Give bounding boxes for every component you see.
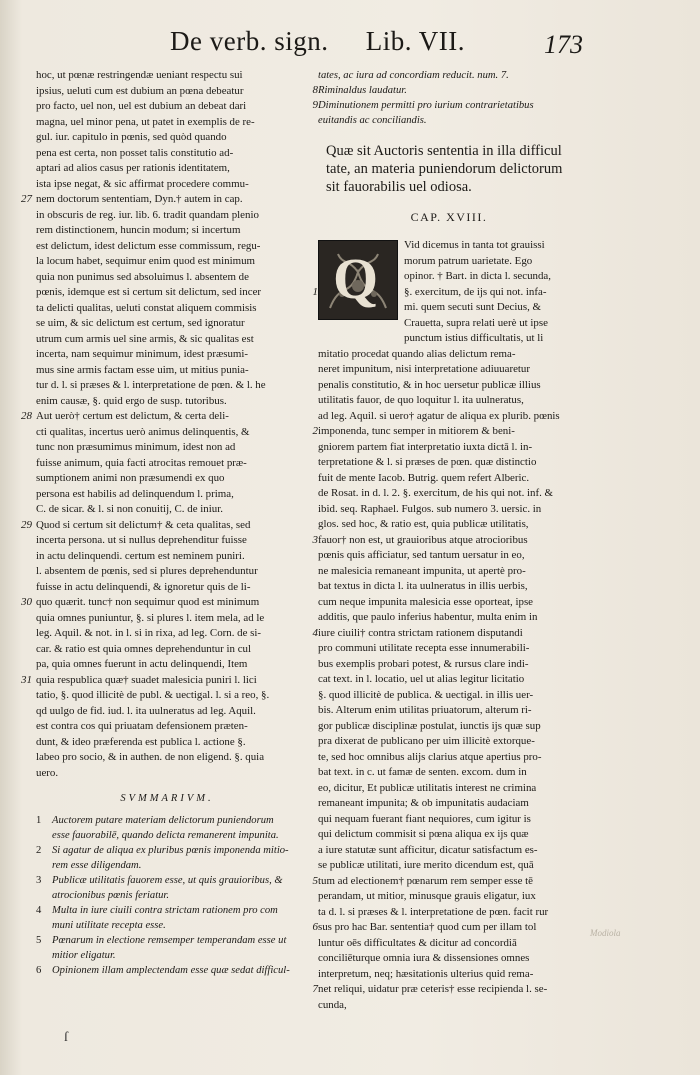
- text-line: [318, 455, 580, 471]
- summary-item: [36, 813, 298, 843]
- summary-text: Publicæ utilitatis fauorem esse, ut quis grauioribus, &: [52, 875, 283, 886]
- line-text: dunt, & ideo præferenda est publica l. actione §.: [36, 735, 246, 748]
- text-line: [318, 378, 580, 394]
- text-line: [21, 595, 298, 611]
- summary-item: [36, 843, 298, 873]
- text-line: [36, 564, 298, 580]
- text-line: [404, 269, 580, 285]
- text-line: [312, 285, 580, 301]
- line-text: sus pro hac Bar. sententia† quod cum per illam tol: [318, 921, 537, 933]
- text-line: [36, 611, 298, 627]
- text-line: [318, 579, 580, 595]
- line-text: interpretum, neq; hæsitationis ulterius quid rema-: [318, 967, 534, 980]
- margin-number: 28: [21, 410, 32, 422]
- line-text: additis, que paulo inferius habentur, multa enim in: [318, 611, 538, 623]
- summary-item: [36, 903, 298, 933]
- line-text: quo quærit. tunc† non sequimur quod est minimum: [36, 596, 260, 608]
- summary-text: esse fauorabilē, quando delicta remanerent impunita.: [52, 830, 279, 841]
- text-line: [404, 316, 580, 332]
- line-text: Diminutionem permitti pro iurium contrarietatibus: [318, 100, 534, 111]
- line-text: quia respublica quæ† suadet malesicia puniri l. lici: [36, 673, 257, 686]
- line-text: incerta persona. ut si nullus deprehenditur fuisse: [36, 534, 247, 546]
- text-line: [36, 456, 298, 472]
- question-heading: [318, 142, 580, 196]
- running-head-book: Lib. VII.: [365, 26, 465, 56]
- text-line: [318, 936, 580, 952]
- line-text: pena est certa, non posset talis constitutio ad-: [36, 146, 234, 159]
- question-line: Quæ sit Auctoris sententia in illa difficul: [326, 143, 562, 159]
- margin-number: 31: [21, 673, 32, 686]
- line-text: est delictum, idest delictum esse commissum, regu-: [36, 239, 261, 252]
- summary-text: Pœnarum in electione remsemper temperandam esse ut: [52, 935, 287, 946]
- line-text: sumptionem animi non præsumendi ex quo: [36, 472, 225, 484]
- text-line: [318, 843, 580, 859]
- summary-text: Opinionem illam amplectendam esse quæ sedat difficul-: [52, 965, 290, 976]
- text-line: [21, 518, 298, 534]
- line-text: bus exemplis probari potest, & rursus clare indi-: [318, 657, 529, 670]
- text-line: [36, 223, 298, 239]
- text-line: [36, 146, 298, 162]
- line-text: penalis constitutio, & in hoc uersetur publicæ illius: [318, 378, 541, 391]
- line-text: remaneant impunita; & ob impunitatis audaciam: [318, 797, 529, 809]
- line-text: ista ipse negat, & sic affirmat procedere commu-: [36, 177, 249, 190]
- text-line: [404, 254, 580, 270]
- line-text: la locum habet, sequimur enim quod est minimum: [36, 255, 255, 267]
- text-line: [318, 548, 580, 564]
- line-text: se uim, & sic delictum est certum, sed ignoratur: [36, 317, 245, 329]
- line-text: mitatio procedat quando alias delictum rema-: [318, 347, 516, 360]
- text-line: [318, 641, 580, 657]
- summary-text: Multa in iure ciuili contra strictam rationem pro com: [52, 905, 278, 916]
- line-text: tates, ac iura ad concordiam reducit. num. 7.: [318, 70, 509, 81]
- text-line: [36, 115, 298, 131]
- text-line: [404, 300, 580, 316]
- line-text: morum patrum uarietate. Ego: [404, 254, 533, 267]
- line-text: rem distinctionem, huncin modum; si incertum: [36, 224, 241, 236]
- line-text: imponenda, tunc semper in mitiorem & beni-: [318, 425, 515, 437]
- text-line: [36, 657, 298, 673]
- text-line: [318, 967, 580, 983]
- line-text: te, sed hoc omnibus alijs clarius atque apertius pro-: [318, 750, 542, 763]
- text-line: [318, 362, 580, 378]
- summary-list: [36, 813, 298, 978]
- margin-number: 27: [21, 193, 32, 205]
- text-line: [404, 238, 580, 254]
- margin-number: 9: [312, 99, 318, 111]
- text-line: [318, 812, 580, 828]
- left-column-text: [21, 68, 298, 781]
- text-line: [36, 719, 298, 735]
- summary-line: [318, 113, 580, 128]
- summary-number: 2: [36, 845, 42, 856]
- initial-letter: Q: [333, 246, 379, 311]
- margin-number: 4: [312, 626, 318, 639]
- text-line: [312, 982, 580, 998]
- summary-text: Si agatur de aliqua ex pluribus pœnis imponenda mitio-: [52, 845, 289, 856]
- summary-number: 4: [36, 905, 42, 916]
- text-line: [318, 610, 580, 626]
- line-text: tum ad electionem† pœnarum rem semper esse tē: [318, 874, 534, 887]
- summary-item: [36, 963, 298, 978]
- summary-number: 3: [36, 875, 42, 886]
- text-line: [318, 734, 580, 750]
- text-line: [312, 424, 580, 440]
- text-line: [36, 177, 298, 193]
- margin-mark: ſ: [64, 1030, 68, 1045]
- text-line: [318, 502, 580, 518]
- text-line: [36, 626, 298, 642]
- line-text: C. de sicar. & l. si non conuitij, C. de iniur.: [36, 503, 223, 515]
- text-line: [312, 533, 580, 549]
- line-text: conciliēturque omnia iura & dissensiones omnes: [318, 952, 530, 964]
- summary-text: Auctorem putare materiam delictorum puniendorum: [52, 815, 274, 826]
- margin-number: 7: [312, 983, 318, 995]
- text-line: [36, 84, 298, 100]
- text-line: [36, 161, 298, 177]
- margin-number: 5: [312, 874, 318, 887]
- line-text: Quod si certum sit delictum† & ceta qualitas, sed: [36, 518, 251, 531]
- line-text: bis. Alterum enim utilitas priuatorum, alterum ri-: [318, 704, 532, 716]
- text-line: [36, 766, 298, 782]
- line-text: nem doctorum sententiam, Dyn.† autem in cap.: [36, 193, 243, 205]
- line-text: Aut uerò† certum est delictum, & certa deli-: [36, 410, 229, 422]
- text-line: [36, 642, 298, 658]
- summary-line: [312, 98, 580, 113]
- text-line: [318, 672, 580, 688]
- line-text: car. & ratio est quia omnes deprehenduntur in cul: [36, 642, 252, 655]
- line-text: qd uulgo de fid. iud. l. ita uulneratus ad leg. Aquil.: [36, 704, 256, 717]
- text-line: [36, 533, 298, 549]
- line-text: mus sine armis factam esse uim, ut mitius punia-: [36, 363, 249, 376]
- line-text: Crauetta, supra relati uerè ut ipse: [404, 316, 548, 329]
- line-text: tunc non præsumimus minimum, idest non ad: [36, 441, 236, 453]
- show-through-text: Modiola: [590, 928, 621, 938]
- text-line: [21, 192, 298, 208]
- summary-text: mitior eligatur.: [52, 950, 116, 961]
- text-line: [21, 673, 298, 689]
- line-text: perandam, ut mitior, minusque grauis eligatur, iux: [318, 890, 536, 902]
- text-line: [36, 68, 298, 84]
- line-text: pa, quia omnes fuerunt in actu delinquendi, Item: [36, 658, 248, 670]
- text-line: [318, 765, 580, 781]
- text-line: [318, 703, 580, 719]
- line-text: tatio, §. quod illicitè de publ. & uectigal. l. si a reo, §.: [36, 689, 270, 701]
- line-text: incerta, nam sequimur minimum, idest præsumi-: [36, 348, 249, 360]
- line-text: ne malesicia remaneant impunita, ut apertè pro-: [318, 564, 526, 577]
- text-line: [318, 688, 580, 704]
- text-line: [36, 363, 298, 379]
- text-line: [36, 502, 298, 518]
- chapter-body-text: [312, 347, 580, 1014]
- margin-number: 1: [312, 285, 318, 298]
- line-text: ta delicti qualitas, ueluti constat aliquem commisis: [36, 301, 257, 314]
- line-text: qui delictum commisit si pœna aliqua ex ijs quæ: [318, 828, 529, 840]
- line-text: aptari ad alios casus per rationis identitatem,: [36, 162, 230, 174]
- text-line: [36, 735, 298, 751]
- line-text: gniorem partem fiat interpretatio iuxta dictā l. in-: [318, 440, 533, 453]
- line-text: fuit de mente Iacob. Butrig. quem refert Alberic.: [318, 471, 530, 484]
- running-head: [170, 26, 600, 57]
- margin-number: 30: [21, 596, 32, 608]
- line-text: in actu delinquendi. certum est neminem puniri.: [36, 549, 245, 562]
- text-line: [21, 409, 298, 425]
- summary-continuation: [312, 68, 580, 128]
- line-text: fauor† non est, ut grauioribus atque atrocioribus: [318, 533, 528, 546]
- summary-number: 6: [36, 965, 42, 976]
- text-line: [36, 580, 298, 596]
- text-line: [36, 704, 298, 720]
- summary-item: [36, 873, 298, 903]
- running-head-title: De verb. sign.: [170, 26, 329, 56]
- text-line: [36, 316, 298, 332]
- text-line: [36, 208, 298, 224]
- line-text: luntur oēs difficultates & dicitur ad concordiā: [318, 936, 517, 949]
- left-column: [21, 68, 298, 978]
- text-line: [318, 951, 580, 967]
- text-line: [36, 270, 298, 286]
- text-line: [318, 486, 580, 502]
- margin-number: 8: [312, 84, 318, 96]
- line-text: net reliqui, uidatur præ ceteris† esse recipienda l. se-: [318, 983, 548, 995]
- line-text: a iure statutæ sunt afficitur, dicatur satisfactum es-: [318, 843, 538, 856]
- text-line: [318, 657, 580, 673]
- summary-number: 5: [36, 935, 42, 946]
- line-text: l. absentem de pœnis, sed si plures deprehenduntur: [36, 565, 258, 577]
- text-line: [404, 331, 580, 347]
- line-text: pro facto, uel non, uel est dubium an debeat dari: [36, 100, 247, 112]
- right-column: [312, 68, 580, 1013]
- line-text: §. exercitum, de ijs qui not. infa-: [404, 285, 547, 298]
- text-line: [36, 130, 298, 146]
- line-text: ta d. l. si præses & l. interpretatione de pœn. facit rur: [318, 905, 549, 918]
- summary-line: [312, 83, 580, 98]
- text-line: [318, 440, 580, 456]
- text-line: [318, 889, 580, 905]
- text-line: [312, 874, 580, 890]
- line-text: cunda,: [318, 998, 347, 1011]
- text-line: [36, 750, 298, 766]
- text-line: [312, 626, 580, 642]
- line-text: labeo pro socio, & in authen. de non eligend. §. quia: [36, 751, 265, 763]
- line-text: pra dixerat de publicano per uim illicitè extorque-: [318, 735, 535, 747]
- text-line: [318, 796, 580, 812]
- line-text: §. quod illicitè de publica. & uectigal. in illis uer-: [318, 688, 534, 701]
- text-line: [36, 332, 298, 348]
- text-line: [36, 285, 298, 301]
- line-text: qui nequam fuerant fiant nequiores, cum igitur is: [318, 812, 531, 825]
- line-text: punctum istius difficultatis, ut li: [404, 332, 544, 344]
- summary-text: rem esse diligendam.: [52, 860, 142, 871]
- line-text: in obscuris de reg. iur. lib. 6. tradit quandam plenio: [36, 208, 259, 221]
- text-line: [318, 517, 580, 533]
- text-line: [318, 393, 580, 409]
- question-line: tate, an materia puniendorum delictorum: [326, 161, 563, 177]
- page-number: 173: [544, 30, 583, 59]
- line-text: Vid dicemus in tanta tot grauissi: [404, 239, 545, 251]
- text-line: [36, 301, 298, 317]
- line-text: eo, dicitur, Et publicæ utilitatis interest ne crimina: [318, 781, 537, 794]
- margin-number: 2: [312, 425, 318, 437]
- margin-number: 6: [312, 921, 318, 933]
- line-text: cat text. in l. locatio, uel ut alias legitur licitatio: [318, 673, 525, 685]
- line-text: leg. Aquil. & not. in l. si in rixa, ad leg. Corn. de si-: [36, 627, 262, 639]
- text-line: [36, 347, 298, 363]
- line-text: gor publicæ disciplinæ postulat, iunctis ijs quæ sup: [318, 719, 541, 732]
- summary-text: atrocionibus pœnis feriatur.: [52, 890, 170, 901]
- line-text: ibid. seq. Raphael. Fulgos. sub numero 3. uersic. in: [318, 502, 542, 515]
- text-line: [36, 99, 298, 115]
- summary-line: [318, 68, 580, 83]
- text-line: [36, 239, 298, 255]
- line-text: magna, uel minor pena, ut patet in exemplis de re-: [36, 115, 255, 128]
- line-text: Riminaldus laudatur.: [318, 85, 407, 96]
- line-text: pro communi utilitate recepta esse innumerabili-: [318, 642, 530, 654]
- text-line: [36, 440, 298, 456]
- text-line: [36, 425, 298, 441]
- line-text: quia non punimus sed absoluimus l. absentem de: [36, 270, 249, 283]
- line-text: neret impunitum, nisi interpretatione adiuuaretur: [318, 363, 531, 375]
- line-text: cti qualitas, incertus uerò animus delinquentis, &: [36, 425, 250, 438]
- line-text: quia omnes puniuntur, §. si plures l. item mela, ad le: [36, 611, 265, 624]
- text-line: [36, 471, 298, 487]
- text-line: [318, 564, 580, 580]
- line-text: gul. iur. capitulo in pœnis, sed quòd quando: [36, 131, 227, 143]
- text-line: [36, 378, 298, 394]
- line-text: uero.: [36, 766, 59, 779]
- text-line: [318, 998, 580, 1014]
- summary-number: 1: [36, 815, 42, 826]
- line-text: enim causæ, §. quid ergo de susp. tutoribus.: [36, 394, 227, 407]
- text-line: [318, 827, 580, 843]
- decorated-initial-icon: [318, 240, 398, 320]
- margin-number: 29: [21, 518, 32, 531]
- summary-heading: SVMMARIVM.: [120, 793, 214, 804]
- line-text: glos. sed hoc, & ratio est, quia publicæ utilitatis,: [318, 518, 529, 530]
- text-line: [318, 858, 580, 874]
- line-text: terpretatione & l. si præses de pœn. quæ distinctio: [318, 456, 537, 468]
- line-text: pœnis quis afficiatur, sed tantum uersatur in eo,: [318, 549, 525, 561]
- text-line: [36, 254, 298, 270]
- line-text: iure ciuili† contra strictam rationem disputandi: [318, 626, 523, 639]
- text-line: [36, 487, 298, 503]
- line-text: ad leg. Aquil. si uero† agatur de aliqua ex plurib. pœnis: [318, 409, 560, 422]
- text-line: [318, 905, 580, 921]
- line-text: mi. quem secuti sunt Decius, &: [404, 301, 542, 313]
- chapter-heading: CAP. XVIII.: [410, 210, 488, 224]
- line-text: fuisse animum, quia facti atrocitas remouet præ-: [36, 456, 247, 469]
- text-line: [36, 394, 298, 410]
- line-text: utilitatis fauor, de quo loquitur l. ita uulneratus,: [318, 394, 524, 406]
- line-text: opinor. † Bart. in dicta l. secunda,: [404, 270, 551, 282]
- line-text: fuisse in actu delinquendi, & ignoretur quis de li-: [36, 580, 251, 593]
- line-text: pœnis, idemque est si certum sit delictum, sed incer: [36, 286, 262, 298]
- margin-number: 3: [312, 533, 318, 546]
- line-text: bat text. in c. ut famæ de senten. excom. dum in: [318, 766, 527, 778]
- question-line: sit fauorabilis uel odiosa.: [326, 179, 472, 195]
- text-line: [318, 471, 580, 487]
- text-line: [318, 750, 580, 766]
- line-text: utrum cum armis uel sine armis, & sic qualitas est: [36, 332, 254, 345]
- summary-item: [36, 933, 298, 963]
- text-line: [318, 347, 580, 363]
- text-line: [318, 719, 580, 735]
- text-line: [318, 781, 580, 797]
- text-line: [36, 688, 298, 704]
- text-line: [312, 920, 580, 936]
- line-text: est contra cos qui priuatam defensionem præten-: [36, 720, 248, 732]
- text-line: [318, 595, 580, 611]
- line-text: hoc, ut pœnæ restringendæ ueniant respectu sui: [36, 69, 243, 81]
- line-text: euitandis ac conciliandis.: [318, 115, 427, 126]
- line-text: tur d. l. si præses & l. interpretatione de pœn. & l. he: [36, 379, 266, 391]
- summary-text: muni utilitate recepta esse.: [52, 920, 166, 931]
- line-text: bat textus in dicta l. ita uulneratus in illis uerbis,: [318, 580, 528, 592]
- chapter-opening: [312, 238, 580, 347]
- text-line: [318, 409, 580, 425]
- line-text: persona est habilis ad delinquendum l. prima,: [36, 487, 234, 500]
- line-text: de Rosat. in d. l. 2. §. exercitum, de his qui not. inf. &: [318, 487, 554, 499]
- line-text: cum neque impunita malesicia esse oporteat, ipse: [318, 595, 534, 608]
- text-line: [36, 549, 298, 565]
- line-text: se publicæ utilitati, iure merito dicendum est, quā: [318, 859, 534, 871]
- line-text: ipsius, ueluti cum est dubium an pœna debeatur: [36, 84, 244, 97]
